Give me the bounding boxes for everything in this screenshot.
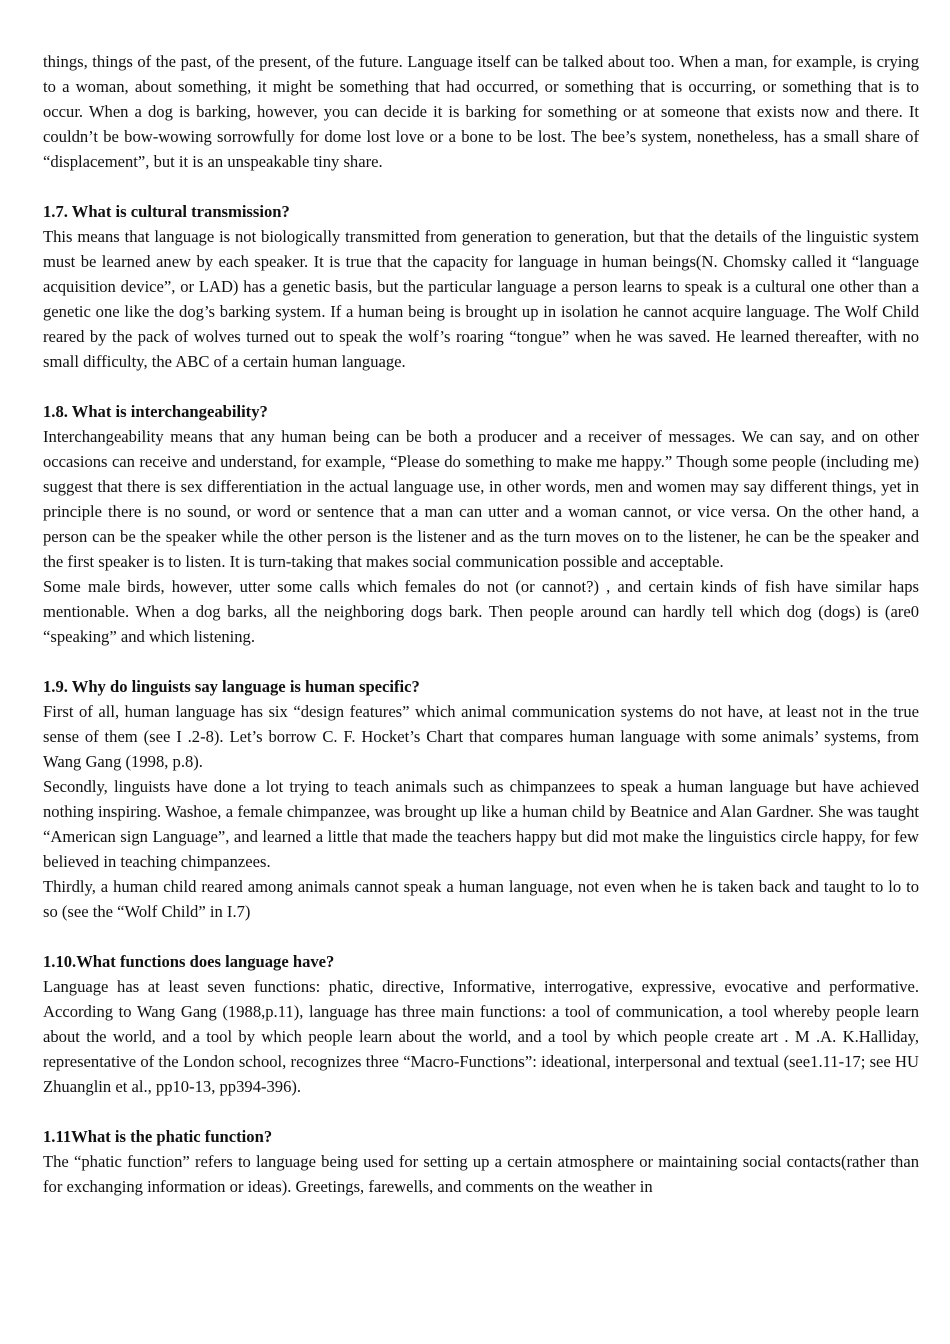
section-paragraph: Thirdly, a human child reared among animals cannot speak a human language, not even when he is taken back and taught to lo to so (see the “Wolf Child” in I.7) [43, 877, 919, 921]
section-heading: 1.8. What is interchangeability? [43, 402, 268, 421]
section-gap [43, 649, 919, 674]
section-heading: 1.7. What is cultural transmission? [43, 202, 290, 221]
section-paragraph: First of all, human language has six “design features” which animal communication systems do not have, at least not in the true sense of them (see I .2-8). Let’s borrow C. F. Hocket’s Chart that compares human language with some animals’ systems, from Wang Gang (1998, p.8). [43, 702, 919, 771]
section-gap [43, 174, 919, 199]
section-interchangeability [43, 399, 919, 649]
section-paragraph: Some male birds, however, utter some calls which females do not (or cannot?) , and certain kinds of fish have similar haps mentionable. When a dog barks, all the neighboring dogs bark. Then people around can hardly tell which dog (dogs) is (are0 “speaking” and which listening. [43, 577, 919, 646]
section-paragraph: Interchangeability means that any human being can be both a producer and a receiver of messages. We can say, and on other occasions can receive and understand, for example, “Please do something to make me happy.” Though some people (including me) suggest that there is sex differentiation in the actual language use, in other words, men and women may say different things, yet in principle there is no sound, or word or sentence that a man can utter and a woman cannot, or vice versa. On the other hand, a person can be the speaker while the other person is the listener and as the turn moves on to the listener, he can be the speaker and the first speaker is to listen. It is turn-taking that makes social communication possible and acceptable. [43, 427, 919, 571]
section-gap [43, 374, 919, 399]
section-heading: 1.9. Why do linguists say language is human specific? [43, 677, 420, 696]
section-gap [43, 1099, 919, 1124]
document-page [43, 49, 919, 1199]
section-paragraph: The “phatic function” refers to language being used for setting up a certain atmosphere or maintaining social contacts(rather than for exchanging information or ideas). Greetings, farewells, and comments on the weather in [43, 1152, 919, 1196]
intro-paragraph: things, things of the past, of the present, of the future. Language itself can be talked about too. When a man, for example, is crying to a woman, about something, it might be something that had occurred, or something that is occurring, or something that is to occur. When a dog is barking, however, you can decide it is barking for something or at someone that exists now and there. It couldn’t be bow-wowing sorrowfully for dome lost love or a bone to be lost. The bee’s system, nonetheless, has a small share of “displacement”, but it is an unspeakable tiny share. [43, 52, 919, 171]
section-heading: 1.10.What functions does language have? [43, 952, 335, 971]
section-cultural-transmission [43, 199, 919, 374]
section-human-specific [43, 674, 919, 924]
section-phatic-function [43, 1124, 919, 1199]
section-gap [43, 924, 919, 949]
section-paragraph: Language has at least seven functions: phatic, directive, Informative, interrogative, expressive, evocative and performative. According to Wang Gang (1988,p.11), language has three main functions: a tool of communication, a tool whereby people learn about the world, and a tool by which people learn about the world, and a tool by which people create art . M .A. K.Halliday, representative of the London school, recognizes three “Macro-Functions”: ideational, interpersonal and textual (see1.11-17; see HU Zhuanglin et al., pp10-13, pp394-396). [43, 977, 919, 1096]
section-heading: 1.11What is the phatic function? [43, 1127, 273, 1146]
section-paragraph: Secondly, linguists have done a lot trying to teach animals such as chimpanzees to speak a human language but have achieved nothing inspiring. Washoe, a female chimpanzee, was brought up like a human child by Beatnice and Alan Gardner. She was taught “American sign Language”, and learned a little that made the teachers happy but did mot make the linguistics circle happy, for few believed in teaching chimpanzees. [43, 777, 919, 871]
section-paragraph: This means that language is not biologically transmitted from generation to generation, but that the details of the linguistic system must be learned anew by each speaker. It is true that the capacity for language in human beings(N. Chomsky called it “language acquisition device”, or LAD) has a genetic basis, but the particular language a person learns to speak is a cultural one other than a genetic one like the dog’s barking system. If a human being is brought up in isolation he cannot acquire language. The Wolf Child reared by the pack of wolves turned out to speak the wolf’s roaring “tongue” when he was saved. He learned thereafter, with no small difficulty, the ABC of a certain human language. [43, 227, 919, 371]
section-language-functions [43, 949, 919, 1099]
